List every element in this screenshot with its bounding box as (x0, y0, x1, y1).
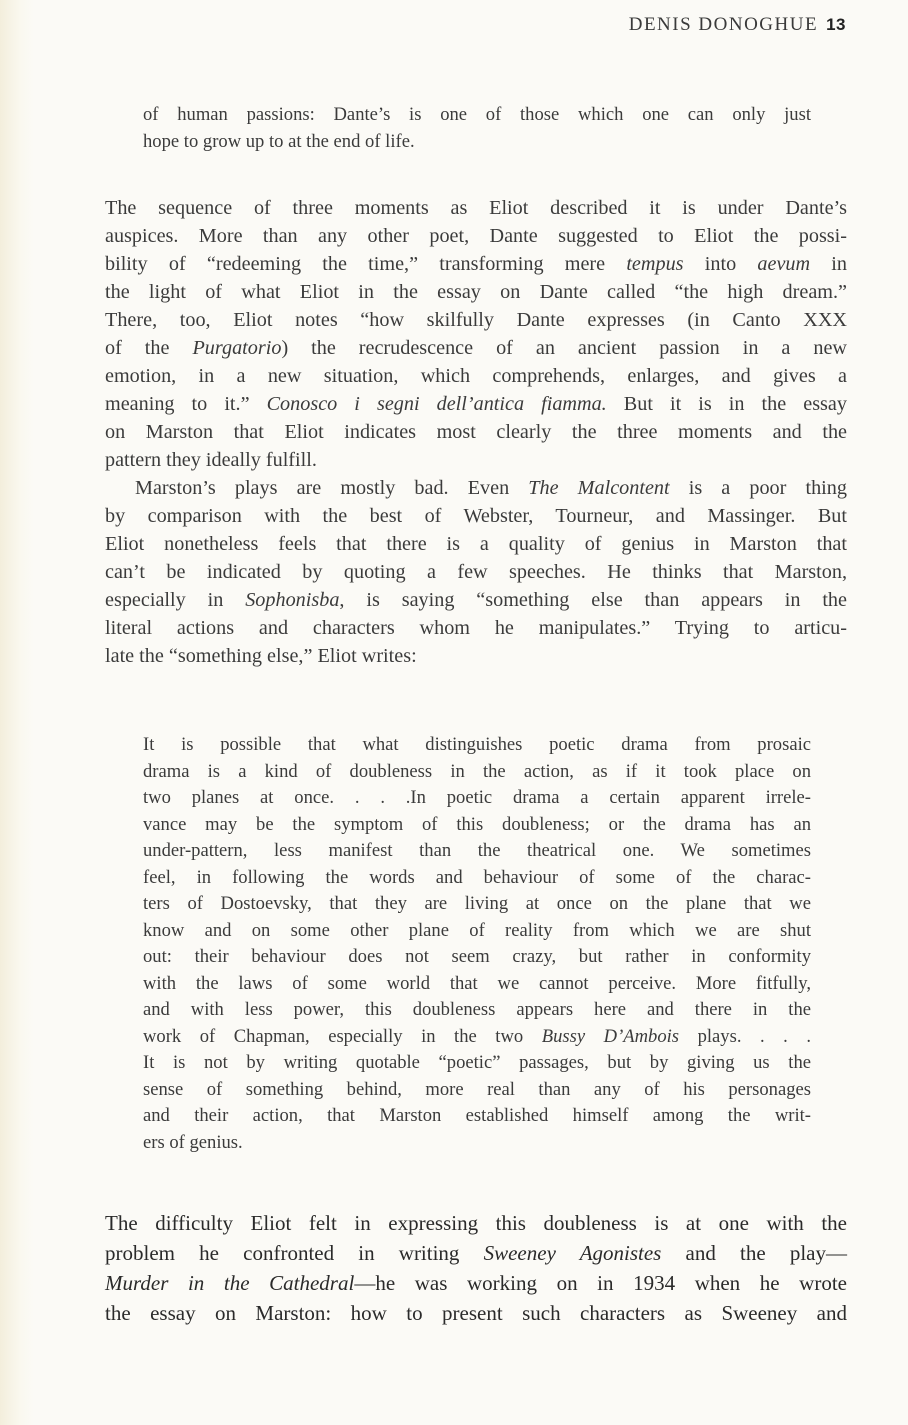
quote-line: ers of genius. (143, 1131, 243, 1153)
text-line: The difficulty Eliot felt in expressing this doubleness is at one with the (105, 1211, 847, 1235)
running-head (629, 14, 846, 36)
text-line: problem he confronted in writing Sweeney Agonistes and the play— (105, 1241, 847, 1265)
quote-line: two planes at once. . . .In poetic drama a certain apparent irrele- (143, 787, 811, 808)
text-line: There, too, Eliot notes “how skilfully Dante expresses (in Canto XXX (105, 309, 847, 331)
text-line: Marston’s plays are mostly bad. Even The Malcontent is a poor thing (135, 477, 847, 499)
paragraph-1 (105, 194, 847, 474)
quote-line: hope to grow up to at the end of life. (143, 130, 415, 152)
italic-title: Sweeney Agonistes (483, 1241, 662, 1265)
italic-title: Purgatorio (192, 337, 282, 359)
quote-line: under-pattern, less manifest than the theatrical one. We sometimes (143, 840, 811, 861)
text-line: by comparison with the best of Webster, Tourneur, and Massinger. But (105, 505, 847, 527)
block-quote (143, 732, 811, 1156)
text-line: especially in Sophonisba, is saying “something else than appears in the (105, 589, 847, 611)
page-number: 13 (826, 15, 846, 34)
italic-title: Sophonisba (245, 589, 340, 611)
text-line: late the “something else,” Eliot writes: (105, 645, 417, 667)
text-line: pattern they ideally fulfill. (105, 449, 317, 471)
text-line: auspices. More than any other poet, Dante suggested to Eliot the possi- (105, 225, 847, 247)
text-line: emotion, in a new situation, which comprehends, enlarges, and gives a (105, 365, 847, 387)
quote-line: drama is a kind of doubleness in the action, as if it took place on (143, 760, 811, 782)
italic-title: Bussy D’Ambois (541, 1025, 680, 1047)
quote-line: out: their behaviour does not seem crazy, but rather in conformity (143, 946, 811, 967)
text-line: The sequence of three moments as Eliot described it is under Dante’s (105, 197, 847, 219)
page-gutter-shadow (0, 0, 34, 1425)
italic-quote: Conosco i segni dell’antica fiamma. (266, 393, 607, 415)
quote-line: know and on some other plane of reality from which we are shut (143, 919, 811, 941)
text-line: meaning to it.” Conosco i segni dell’antica fiamma. But it is in the essay (105, 393, 847, 415)
quote-line: and their action, that Marston established himself among the writ- (143, 1105, 811, 1126)
quote-line: work of Chapman, especially in the two Bussy D’Ambois plays. . . . (143, 1025, 812, 1047)
text-line: Murder in the Cathedral—he was working on in 1934 when he wrote (105, 1271, 847, 1295)
quote-line: and with less power, this doubleness appears here and there in the (143, 999, 811, 1020)
text-line: can’t be indicated by quoting a few speeches. He thinks that Marston, (105, 561, 847, 583)
text-line: the light of what Eliot in the essay on Dante called “the high dream.” (105, 281, 847, 303)
quote-line: sense of something behind, more real than any of his personages (143, 1078, 811, 1100)
italic-term: tempus (626, 253, 684, 275)
italic-term: aevum (757, 253, 811, 275)
quote-line: It is possible that what distinguishes poetic drama from prosaic (143, 734, 811, 755)
quote-line: of human passions: Dante’s is one of those which one can only just (143, 104, 811, 125)
running-head-author: DENIS DONOGHUE (628, 14, 819, 35)
continued-quote (143, 102, 811, 155)
italic-title: The Malcontent (528, 477, 670, 499)
quote-line: ters of Dostoevsky, that they are living at once on the plane that we (143, 893, 811, 914)
text-line: of the Purgatorio) the recrudescence of an ancient passion in a new (105, 337, 847, 359)
quote-line: feel, in following the words and behaviour of some of the charac- (143, 866, 811, 888)
paragraph-2 (105, 474, 847, 670)
paragraph-3 (105, 1208, 847, 1328)
text-line: the essay on Marston: how to present such characters as Sweeney and (105, 1301, 847, 1325)
quote-line: vance may be the symptom of this doubleness; or the drama has an (143, 813, 811, 835)
quote-line: It is not by writing quotable “poetic” passages, but by giving us the (143, 1052, 811, 1073)
text-line: literal actions and characters whom he manipulates.” Trying to articu- (105, 617, 847, 639)
text-line: bility of “redeeming the time,” transforming mere tempus into aevum in (105, 253, 848, 275)
text-line: Eliot nonetheless feels that there is a quality of genius in Marston that (105, 533, 847, 555)
italic-title: Murder in the Cathedral (105, 1271, 355, 1295)
quote-line: with the laws of some world that we cannot perceive. More fitfully, (143, 972, 811, 994)
text-line: on Marston that Eliot indicates most clearly the three moments and the (105, 421, 847, 443)
